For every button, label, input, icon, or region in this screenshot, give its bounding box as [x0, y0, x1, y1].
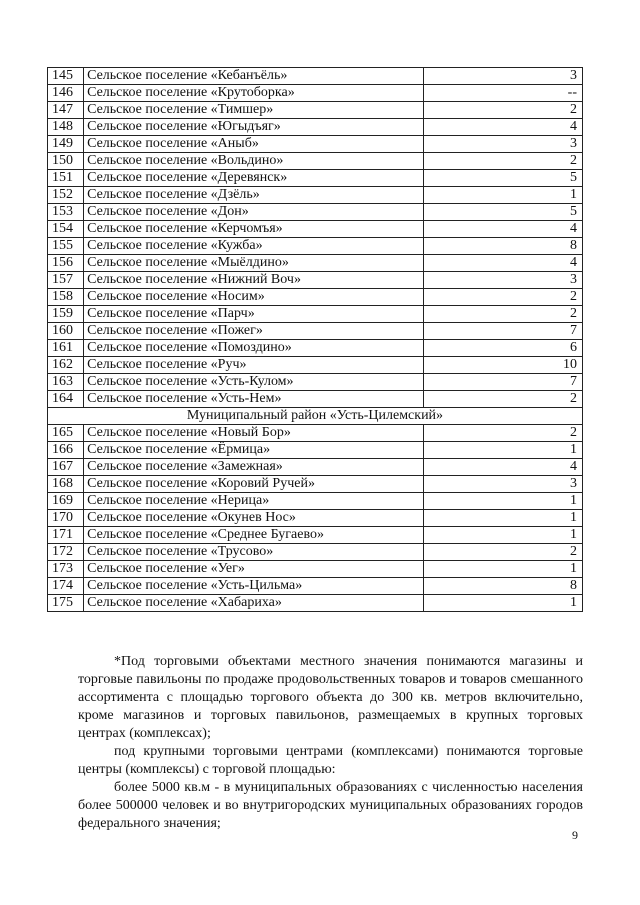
- page-number: 9: [572, 828, 578, 842]
- settlement-name: Сельское поселение «Помоздино»: [84, 340, 424, 357]
- row-number: 154: [48, 221, 84, 238]
- table-row: [48, 323, 583, 340]
- table-row: [48, 187, 583, 204]
- row-value: 8: [423, 578, 582, 595]
- settlement-name: Сельское поселение «Усть-Кулом»: [84, 374, 424, 391]
- row-number: 161: [48, 340, 84, 357]
- row-value: 2: [423, 306, 582, 323]
- row-value: 6: [423, 340, 582, 357]
- table-row: [48, 136, 583, 153]
- settlement-name: Сельское поселение «Вольдино»: [84, 153, 424, 170]
- table-row: [48, 170, 583, 187]
- settlement-name: Сельское поселение «Крутоборка»: [84, 85, 424, 102]
- row-value: 1: [423, 561, 582, 578]
- settlement-name: Сельское поселение «Дон»: [84, 204, 424, 221]
- row-value: 1: [423, 442, 582, 459]
- settlement-name: Сельское поселение «Нерица»: [84, 493, 424, 510]
- settlement-name: Сельское поселение «Югыдъяг»: [84, 119, 424, 136]
- row-value: 3: [423, 272, 582, 289]
- table-row: [48, 255, 583, 272]
- settlement-name: Сельское поселение «Керчомъя»: [84, 221, 424, 238]
- row-value: 3: [423, 68, 582, 85]
- settlement-name: Сельское поселение «Пожег»: [84, 323, 424, 340]
- settlement-name: Сельское поселение «Кужба»: [84, 238, 424, 255]
- settlement-name: Сельское поселение «Трусово»: [84, 544, 424, 561]
- row-number: 158: [48, 289, 84, 306]
- row-value: 4: [423, 221, 582, 238]
- table-row: [48, 459, 583, 476]
- row-value: 5: [423, 204, 582, 221]
- row-value: 4: [423, 255, 582, 272]
- row-number: 153: [48, 204, 84, 221]
- settlement-name: Сельское поселение «Уег»: [84, 561, 424, 578]
- row-number: 149: [48, 136, 84, 153]
- settlement-name: Сельское поселение «Коровий Ручей»: [84, 476, 424, 493]
- table-row: [48, 561, 583, 578]
- row-value: 2: [423, 289, 582, 306]
- settlement-name: Сельское поселение «Парч»: [84, 306, 424, 323]
- section-row: [48, 408, 583, 425]
- table-row: [48, 578, 583, 595]
- settlement-name: Сельское поселение «Окунев Нос»: [84, 510, 424, 527]
- table-row: [48, 102, 583, 119]
- row-value: --: [423, 85, 582, 102]
- row-value: 2: [423, 102, 582, 119]
- row-number: 174: [48, 578, 84, 595]
- footnote-paragraph-1: *Под торговыми объектами местного значения понимаются магазины и торговые павильоны по продаже продовольственных товаров и товаров смешанного ассортимента с площадью торгового объекта до 300 кв. метров включительно, кроме магазинов и торговых павильонов, размещаемых в крупных торговых центрах (комплексах);: [78, 654, 583, 741]
- row-number: 166: [48, 442, 84, 459]
- settlement-name: Сельское поселение «Деревянск»: [84, 170, 424, 187]
- row-value: 2: [423, 391, 582, 408]
- row-value: 3: [423, 476, 582, 493]
- row-value: 10: [423, 357, 582, 374]
- row-number: 168: [48, 476, 84, 493]
- settlement-name: Сельское поселение «Среднее Бугаево»: [84, 527, 424, 544]
- table-row: [48, 68, 583, 85]
- row-number: 169: [48, 493, 84, 510]
- table-row: [48, 306, 583, 323]
- table-row: [48, 595, 583, 612]
- row-value: 4: [423, 459, 582, 476]
- settlement-name: Сельское поселение «Усть-Нем»: [84, 391, 424, 408]
- row-number: 155: [48, 238, 84, 255]
- table-row: [48, 527, 583, 544]
- footnote-paragraph-2: под крупными торговыми центрами (комплексами) понимаются торговые центры (комплексы) с торговой площадью:: [78, 744, 583, 777]
- table-row: [48, 442, 583, 459]
- row-number: 160: [48, 323, 84, 340]
- row-value: 1: [423, 493, 582, 510]
- row-number: 145: [48, 68, 84, 85]
- settlement-name: Сельское поселение «Ёрмица»: [84, 442, 424, 459]
- settlement-name: Сельское поселение «Кебанъёль»: [84, 68, 424, 85]
- table-row: [48, 510, 583, 527]
- row-number: 147: [48, 102, 84, 119]
- row-number: 150: [48, 153, 84, 170]
- row-number: 156: [48, 255, 84, 272]
- section-header: Муниципальный район «Усть-Цилемский»: [48, 408, 583, 425]
- table-row: [48, 272, 583, 289]
- table-row: [48, 425, 583, 442]
- row-number: 175: [48, 595, 84, 612]
- row-number: 162: [48, 357, 84, 374]
- settlement-name: Сельское поселение «Тимшер»: [84, 102, 424, 119]
- row-number: 171: [48, 527, 84, 544]
- table-row: [48, 153, 583, 170]
- table-row: [48, 85, 583, 102]
- table-row: [48, 493, 583, 510]
- settlement-table-body: [48, 68, 583, 612]
- settlement-name: Сельское поселение «Аныб»: [84, 136, 424, 153]
- row-value: 2: [423, 544, 582, 561]
- row-number: 170: [48, 510, 84, 527]
- settlement-name: Сельское поселение «Усть-Цильма»: [84, 578, 424, 595]
- row-value: 1: [423, 187, 582, 204]
- row-number: 163: [48, 374, 84, 391]
- table-row: [48, 221, 583, 238]
- settlement-name: Сельское поселение «Руч»: [84, 357, 424, 374]
- row-value: 1: [423, 595, 582, 612]
- row-number: 164: [48, 391, 84, 408]
- table-row: [48, 289, 583, 306]
- row-number: 146: [48, 85, 84, 102]
- table-row: [48, 374, 583, 391]
- row-value: 7: [423, 323, 582, 340]
- settlement-name: Сельское поселение «Мыёлдино»: [84, 255, 424, 272]
- row-value: 1: [423, 510, 582, 527]
- table-row: [48, 204, 583, 221]
- settlement-name: Сельское поселение «Носим»: [84, 289, 424, 306]
- table-row: [48, 119, 583, 136]
- row-value: 8: [423, 238, 582, 255]
- footnote: [78, 653, 583, 833]
- row-value: 5: [423, 170, 582, 187]
- row-value: 3: [423, 136, 582, 153]
- table-row: [48, 357, 583, 374]
- row-value: 7: [423, 374, 582, 391]
- row-number: 151: [48, 170, 84, 187]
- settlement-name: Сельское поселение «Замежная»: [84, 459, 424, 476]
- row-number: 159: [48, 306, 84, 323]
- settlement-table: [47, 67, 583, 612]
- settlement-name: Сельское поселение «Новый Бор»: [84, 425, 424, 442]
- row-number: 165: [48, 425, 84, 442]
- table-row: [48, 476, 583, 493]
- settlement-name: Сельское поселение «Нижний Воч»: [84, 272, 424, 289]
- table-row: [48, 544, 583, 561]
- table-row: [48, 391, 583, 408]
- row-number: 148: [48, 119, 84, 136]
- row-number: 173: [48, 561, 84, 578]
- table-row: [48, 340, 583, 357]
- row-number: 167: [48, 459, 84, 476]
- row-value: 2: [423, 153, 582, 170]
- row-value: 4: [423, 119, 582, 136]
- row-value: 1: [423, 527, 582, 544]
- settlement-name: Сельское поселение «Дзёль»: [84, 187, 424, 204]
- footnote-paragraph-3: более 5000 кв.м - в муниципальных образованиях с численностью населения более 500000 человек и во внутригородских муниципальных образованиях городов федерального значения;: [78, 780, 583, 831]
- row-number: 172: [48, 544, 84, 561]
- row-number: 157: [48, 272, 84, 289]
- row-value: 2: [423, 425, 582, 442]
- settlement-name: Сельское поселение «Хабариха»: [84, 595, 424, 612]
- row-number: 152: [48, 187, 84, 204]
- table-row: [48, 238, 583, 255]
